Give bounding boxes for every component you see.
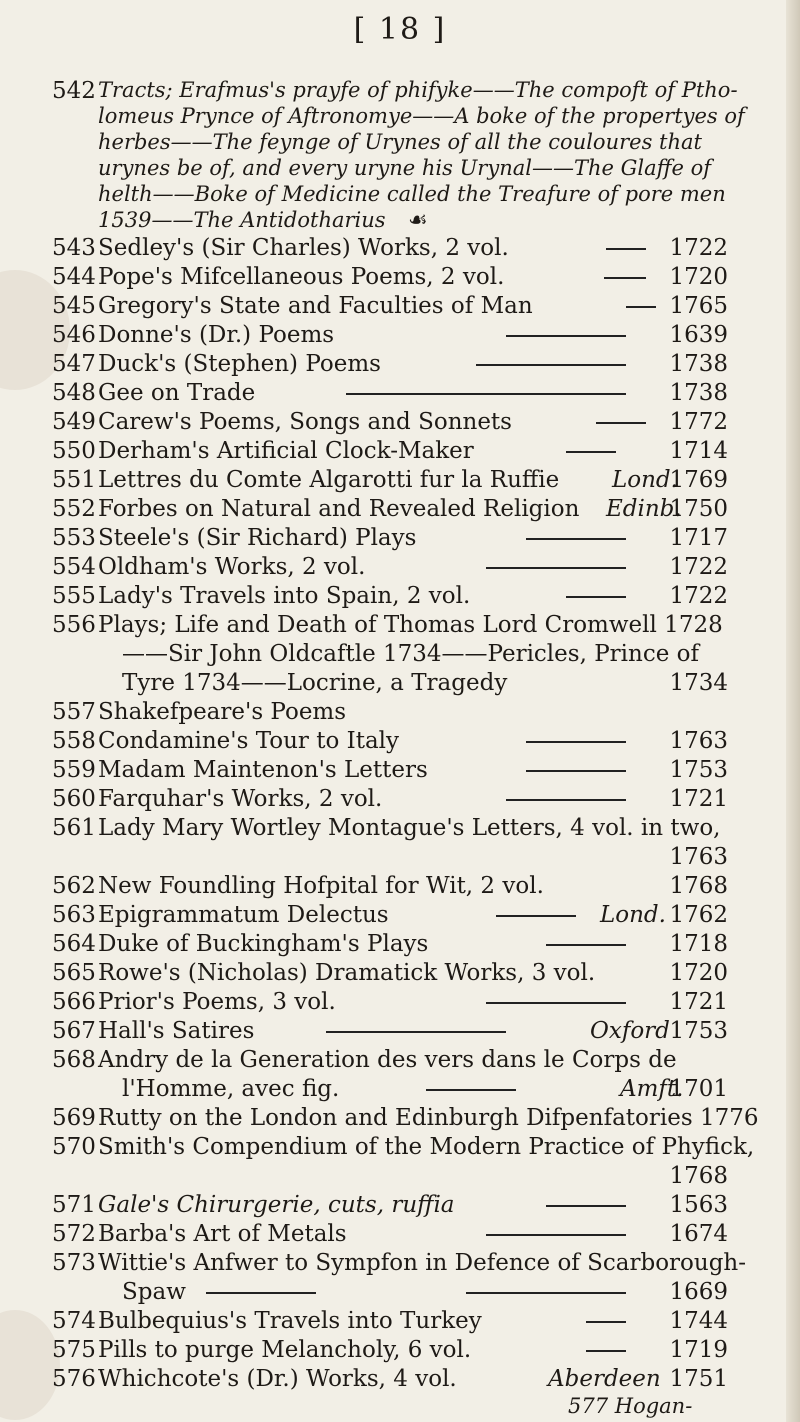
entry-line: Tracts; Erafmus's prayfe of phifyke——The compoft of Ptho-	[98, 78, 738, 102]
entry-number: 568	[52, 1047, 96, 1073]
printers-device-icon: ☙	[408, 208, 428, 233]
entry-title: Barba's Art of Metals	[98, 1221, 347, 1247]
entry-year: 1753	[669, 1018, 728, 1044]
dash-rule	[486, 1002, 626, 1004]
entry-number: 545	[52, 293, 96, 319]
entry-title: Carew's Poems, Songs and Sonnets	[98, 409, 512, 435]
dash-rule	[604, 277, 646, 279]
entry-number: 562	[52, 873, 96, 899]
entry-line: helth——Boke of Medicine called the Treafure of pore men	[98, 182, 726, 206]
entry-title: Lady Mary Wortley Montague's Letters, 4 vol. in two,	[98, 815, 721, 841]
entry-title: Donne's (Dr.) Poems	[98, 322, 335, 348]
entry-year: 1762	[669, 902, 728, 928]
entry-year: 1734	[669, 670, 728, 696]
entry-title: Smith's Compendium of the Modern Practice of Phyfick,	[98, 1134, 755, 1160]
entry-number: 563	[52, 902, 96, 928]
entry-line: lomeus Prynce of Aftronomye——A boke of the propertyes of	[98, 104, 745, 128]
entry-number: 572	[52, 1221, 96, 1247]
dash-rule	[466, 1292, 626, 1294]
dash-rule	[426, 1089, 516, 1091]
dash-rule	[596, 422, 646, 424]
entry-place: Lond.	[600, 902, 666, 928]
dash-rule	[566, 596, 626, 598]
entry-year: 1563	[669, 1192, 728, 1218]
entry-year: 1721	[669, 786, 728, 812]
paper-stain	[0, 1310, 60, 1420]
dash-rule	[506, 335, 626, 337]
entry-title: Lady's Travels into Spain, 2 vol.	[98, 583, 471, 609]
entry-title: Prior's Poems, 3 vol.	[98, 989, 336, 1015]
entry-number: 565	[52, 960, 96, 986]
entry-title: Oldham's Works, 2 vol.	[98, 554, 366, 580]
dash-rule	[206, 1292, 316, 1294]
dash-rule	[586, 1321, 626, 1323]
entry-title: Whichcote's (Dr.) Works, 4 vol.	[98, 1366, 457, 1392]
entry-title: Gale's Chirurgerie, cuts, ruffia	[98, 1192, 455, 1218]
entry-year: 1720	[669, 960, 728, 986]
dash-rule	[486, 1234, 626, 1236]
entry-title: Duke of Buckingham's Plays	[98, 931, 429, 957]
entry-number: 546	[52, 322, 96, 348]
entry-number: 571	[52, 1192, 96, 1218]
entry-year: 1738	[669, 380, 728, 406]
entry-line: 1539——The Antidotharius	[98, 208, 386, 232]
entry-place: Oxford	[590, 1018, 670, 1044]
entry-year: 1768	[669, 873, 728, 899]
entry-year: 1722	[669, 554, 728, 580]
entry-number: 570	[52, 1134, 96, 1160]
entry-title: Condamine's Tour to Italy	[98, 728, 400, 754]
entry-number: 543	[52, 235, 96, 261]
entry-title: Gregory's State and Faculties of Man	[98, 293, 533, 319]
entry-title: Steele's (Sir Richard) Plays	[98, 525, 417, 551]
entry-place: Amft.	[620, 1076, 684, 1102]
entry-title: Gee on Trade	[98, 380, 256, 406]
entry-line: Andry de la Generation des vers dans le Corps de	[98, 1047, 677, 1073]
entry-line: Wittie's Anfwer to Sympfon in Defence of Scarborough-	[98, 1250, 747, 1276]
catchword: 577 Hogan-	[568, 1394, 693, 1418]
entry-number: 576	[52, 1366, 96, 1392]
entry-number: 569	[52, 1105, 96, 1131]
entry-title: Forbes on Natural and Revealed Religion	[98, 496, 580, 522]
entry-number: 549	[52, 409, 96, 435]
entry-line: l'Homme, avec fig.	[122, 1076, 340, 1102]
dash-rule	[486, 567, 626, 569]
entry-number: 548	[52, 380, 96, 406]
entry-title: Rutty on the London and Edinburgh Difpenfatories 1776	[98, 1105, 759, 1131]
dash-rule	[346, 393, 626, 395]
entry-number: 566	[52, 989, 96, 1015]
entry-number: 559	[52, 757, 96, 783]
entry-title: Shakefpeare's Poems	[98, 699, 347, 725]
entry-number: 573	[52, 1250, 96, 1276]
entry-line: urynes be of, and every uryne his Urynal——The Glaffe of	[98, 156, 712, 180]
entry-number: 555	[52, 583, 96, 609]
entry-title: Lettres du Comte Algarotti fur la Ruffie	[98, 467, 560, 493]
entry-number: 557	[52, 699, 96, 725]
entry-number: 550	[52, 438, 96, 464]
entry-year: 1674	[669, 1221, 728, 1247]
entry-title: Sedley's (Sir Charles) Works, 2 vol.	[98, 235, 509, 261]
entry-number: 552	[52, 496, 96, 522]
entry-year: 1722	[669, 235, 728, 261]
dash-rule	[586, 1350, 626, 1352]
entry-number: 544	[52, 264, 96, 290]
entry-year: 1719	[669, 1337, 728, 1363]
entry-title: Duck's (Stephen) Poems	[98, 351, 381, 377]
entry-number: 564	[52, 931, 96, 957]
entry-title: Pope's Mifcellaneous Poems, 2 vol.	[98, 264, 505, 290]
entry-number: 567	[52, 1018, 96, 1044]
entry-title: Epigrammatum Delectus	[98, 902, 389, 928]
entry-title: Hall's Satires	[98, 1018, 255, 1044]
entry-year: 1722	[669, 583, 728, 609]
entry-year: 1772	[669, 409, 728, 435]
dash-rule	[526, 741, 626, 743]
dash-rule	[496, 915, 576, 917]
entry-title: Derham's Artificial Clock-Maker	[98, 438, 474, 464]
entry-number: 553	[52, 525, 96, 551]
entry-year: 1768	[669, 1163, 728, 1189]
entry-year: 1720	[669, 264, 728, 290]
dash-rule	[506, 799, 626, 801]
page-edge	[786, 0, 800, 1422]
entry-year: 1639	[669, 322, 728, 348]
entry-line: Tyre 1734——Locrine, a Tragedy	[122, 670, 508, 696]
entry-year: 1669	[669, 1279, 728, 1305]
entry-title: Farquhar's Works, 2 vol.	[98, 786, 383, 812]
dash-rule	[526, 770, 626, 772]
entry-line: Spaw	[122, 1279, 186, 1305]
entry-year: 1765	[669, 293, 728, 319]
entry-year: 1763	[669, 844, 728, 870]
entry-year: 1750	[669, 496, 728, 522]
dash-rule	[626, 306, 656, 308]
entry-year: 1701	[669, 1076, 728, 1102]
entry-number: 547	[52, 351, 96, 377]
entry-title: Bulbequius's Travels into Turkey	[98, 1308, 482, 1334]
dash-rule	[546, 1205, 626, 1207]
entry-number: 554	[52, 554, 96, 580]
entry-number: 551	[52, 467, 96, 493]
entry-year: 1721	[669, 989, 728, 1015]
entry-title: Pills to purge Melancholy, 6 vol.	[98, 1337, 472, 1363]
dash-rule	[526, 538, 626, 540]
entry-place: Lond.	[612, 467, 678, 493]
entry-line: ——Sir John Oldcaftle 1734——Pericles, Prince of	[122, 641, 699, 667]
entry-number: 556	[52, 612, 96, 638]
dash-rule	[476, 364, 626, 366]
entry-year: 1714	[669, 438, 728, 464]
entry-year: 1763	[669, 728, 728, 754]
entry-year: 1753	[669, 757, 728, 783]
entry-line: Plays; Life and Death of Thomas Lord Cromwell 1728	[98, 612, 723, 638]
entry-line: herbes——The feynge of Urynes of all the couloures that	[98, 130, 702, 154]
entry-title: Rowe's (Nicholas) Dramatick Works, 3 vol.	[98, 960, 596, 986]
entry-number: 574	[52, 1308, 96, 1334]
entry-number: 542	[52, 78, 96, 104]
entry-number: 575	[52, 1337, 96, 1363]
entry-year: 1744	[669, 1308, 728, 1334]
dash-rule	[546, 944, 626, 946]
entry-place: Aberdeen	[548, 1366, 661, 1392]
entry-year: 1751	[669, 1366, 728, 1392]
entry-number: 560	[52, 786, 96, 812]
entry-year: 1769	[669, 467, 728, 493]
entry-year: 1717	[669, 525, 728, 551]
entry-title: New Foundling Hofpital for Wit, 2 vol.	[98, 873, 544, 899]
entry-number: 561	[52, 815, 96, 841]
page-header: [ 18 ]	[353, 12, 447, 47]
dash-rule	[606, 248, 646, 250]
entry-place: Edinb.	[606, 496, 682, 522]
entry-number: 558	[52, 728, 96, 754]
entry-title: Madam Maintenon's Letters	[98, 757, 428, 783]
dash-rule	[566, 451, 616, 453]
dash-rule	[326, 1031, 506, 1033]
entry-year: 1738	[669, 351, 728, 377]
entry-year: 1718	[669, 931, 728, 957]
